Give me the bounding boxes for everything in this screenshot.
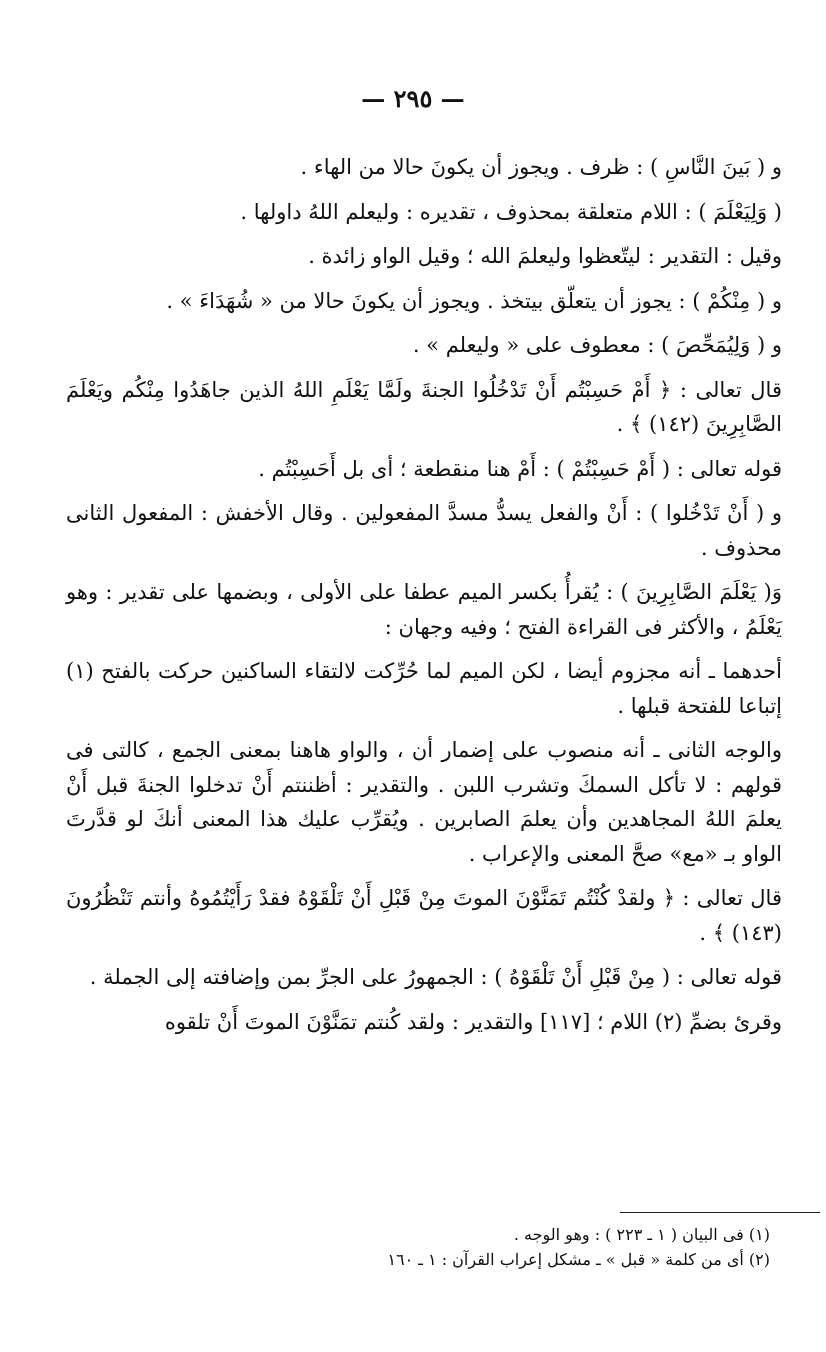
footnote: (٢) أى من كلمة « قبل » ـ مشكل إعراب القرآن : ١ ـ ١٦٠	[387, 1250, 770, 1269]
footnote: (١) فى البيان ( ١ ـ ٢٢٣ ) : وهو الوجه .	[513, 1225, 770, 1244]
page-number: — ٢٩٥ —	[361, 84, 465, 113]
footnote-divider	[620, 1212, 820, 1213]
paragraph: قوله تعالى : ( أَمْ حَسِبْتُمْ ) : أَمْ هنا منقطعة ؛ أى بل أَحَسِبْتُم .	[258, 456, 782, 481]
paragraph: ( وَلِيَعْلَمَ ) : اللام متعلقة بمحذوف ، تقديره : وليعلم اللهُ داولها .	[240, 199, 782, 224]
paragraph: والوجه الثانى ـ أنه منصوب على إضمار أن ، والواو هاهنا بمعنى الجمع ، كالتى فى قولهم : لا تأكل السمكَ وتشرب اللبن . والتقدير : أظننتم أَنْ تدخلوا الجنةَ قبل أَنْ يعلمَ اللهُ المجاهدين وأن يعلمَ الصابرين . ويُقرِّب عليك هذا المعنى أنكَ لو قدَّرتَ الواو بـ «مع» صحَّ المعنى والإعراب .	[66, 738, 782, 866]
quran-verse: قال تعالى : ﴿ أَمْ حَسِبْتُم أَنْ تَدْخُلُوا الجنةَ ولَمَّا يَعْلَمِ اللهُ الذين جاهَدُوا مِنْكُم ويَعْلَمَ الصَّابِرِينَ (١٤٢) ﴾ .	[66, 377, 782, 436]
paragraph: وقيل : التقدير : ليتّعظوا وليعلمَ الله ؛ وقيل الواو زائدة .	[308, 244, 782, 268]
paragraph: قوله تعالى : ( مِنْ قَبْلِ أَنْ تَلْقَوْهُ ) : الجمهورُ على الجرِّ بمن وإضافته إلى الجملة .	[89, 965, 782, 989]
quran-verse: قال تعالى : ﴿ ولقدْ كُنْتُم تَمَنَّوْنَ الموتَ مِنْ قَبْلِ أَنْ تَلْقَوْهُ فقدْ رَأَيْتُمُوهُ وأنتم تَنْظُرُونَ (١٤٣) ﴾ .	[66, 886, 782, 945]
paragraph: وَ( يَعْلَمَ الصَّابِرِينَ ) : يُقرأُ بكسر الميم عطفا على الأولى ، وبضمها على تقدير : وهو يَعْلَمُ ، والأكثر فى القراءة الفتح ؛ وفيه وجهان :	[66, 580, 782, 639]
paragraph: و ( مِنْكُمْ ) : يجوز أن يتعلّق بيتخذ . ويجوز أن يكونَ حالا من « شُهَدَاءَ » .	[166, 288, 782, 313]
paragraph: وقرئ بضمِّ (٢) اللام ؛ [١١٧] والتقدير : ولقد كُنتم تمَنَّوْنَ الموتَ أَنْ تلقوه	[164, 1009, 782, 1034]
footnotes	[290, 1222, 770, 1272]
main-text	[66, 150, 782, 1039]
paragraph: و ( بَينَ النَّاسِ ) : ظرف . ويجوز أن يكونَ حالا من الهاء .	[300, 155, 782, 179]
paragraph: و ( وَلِيُمَحِّصَ ) : معطوف على « وليعلم » .	[412, 333, 782, 357]
paragraph: أحدهما ـ أنه مجزوم أيضا ، لكن الميم لما حُرِّكت لالتقاء الساكنين حركت بالفتح (١) إتباعا للفتحة قبلها .	[66, 659, 782, 718]
paragraph: و ( أَنْ تَدْخُلوا ) : أَنْ والفعل يسدُّ مسدَّ المفعولين . وقال الأخفش : المفعول الثانى محذوف .	[66, 501, 782, 560]
